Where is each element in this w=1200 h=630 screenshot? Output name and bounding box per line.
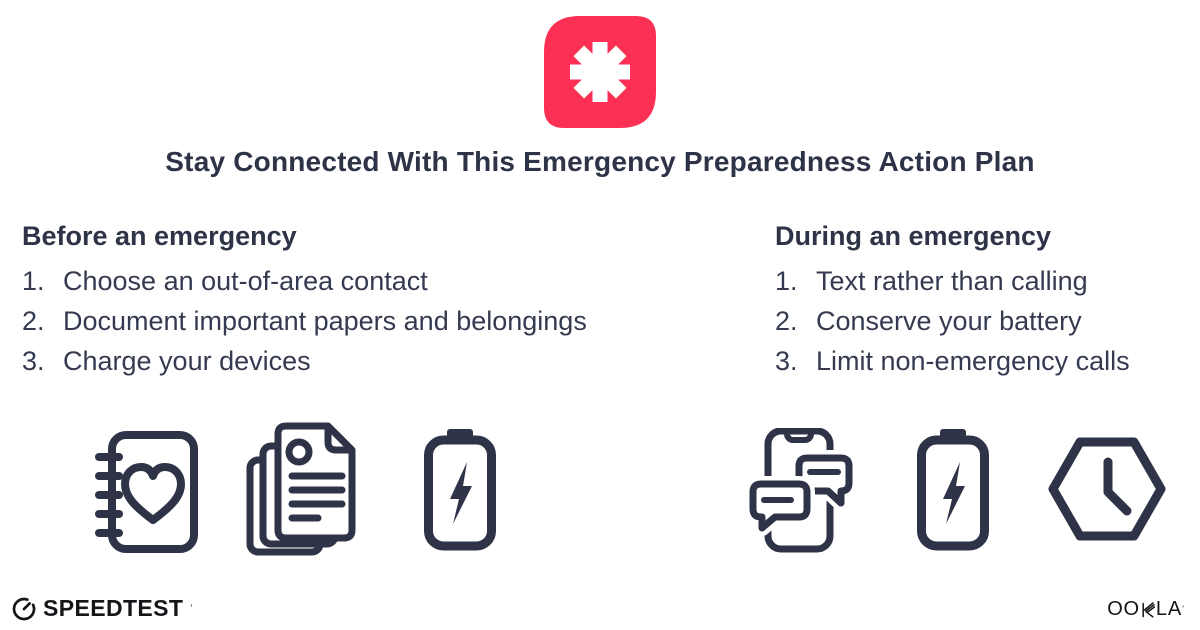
charged-battery-icon bbox=[917, 429, 989, 556]
ookla-wordmark-left: OO bbox=[1107, 598, 1140, 620]
ookla-hatched-k-icon bbox=[1141, 602, 1155, 618]
list-number: 2. bbox=[22, 306, 45, 336]
list-number: 2. bbox=[775, 306, 798, 336]
list-item-text: Conserve your battery bbox=[816, 306, 1082, 336]
list-item-text: Choose an out-of-area contact bbox=[63, 266, 428, 296]
list-item-text: Text rather than calling bbox=[816, 266, 1088, 296]
list-item bbox=[22, 301, 712, 341]
list-number: 3. bbox=[22, 346, 45, 376]
contact-notebook-icon bbox=[92, 430, 198, 559]
ookla-logo bbox=[1107, 598, 1184, 621]
list-item bbox=[775, 261, 1195, 301]
charged-battery-icon bbox=[424, 429, 496, 556]
phone-messages-icon bbox=[744, 428, 856, 559]
important-documents-icon bbox=[246, 422, 356, 561]
list-item-text: Document important papers and belongings bbox=[63, 306, 587, 336]
asterisk-badge-svg bbox=[544, 15, 656, 129]
ookla-wordmark-right: LA bbox=[1155, 598, 1182, 620]
speedtest-trademark: ’ bbox=[190, 602, 193, 613]
during-section bbox=[775, 220, 1195, 381]
list-item bbox=[775, 341, 1195, 381]
list-item bbox=[22, 341, 712, 381]
page-title: Stay Connected With This Emergency Preparedness Action Plan bbox=[165, 146, 1035, 177]
speedtest-gauge-icon bbox=[12, 597, 36, 621]
list-number: 1. bbox=[775, 266, 798, 296]
list-item bbox=[775, 301, 1195, 341]
list-item-text: Charge your devices bbox=[63, 346, 311, 376]
list-item-text: Limit non-emergency calls bbox=[816, 346, 1130, 376]
before-section bbox=[22, 220, 712, 381]
clock-hexagon-icon bbox=[1048, 436, 1166, 547]
speedtest-logo bbox=[12, 595, 192, 622]
list-item bbox=[22, 261, 712, 301]
list-number: 1. bbox=[22, 266, 45, 296]
asterisk-medical-icon bbox=[544, 15, 656, 129]
speedtest-wordmark: SPEEDTEST bbox=[43, 595, 184, 621]
before-heading: Before an emergency bbox=[22, 221, 297, 251]
ookla-trademark: ’ bbox=[1182, 603, 1184, 614]
during-heading: During an emergency bbox=[775, 221, 1052, 251]
list-number: 3. bbox=[775, 346, 798, 376]
